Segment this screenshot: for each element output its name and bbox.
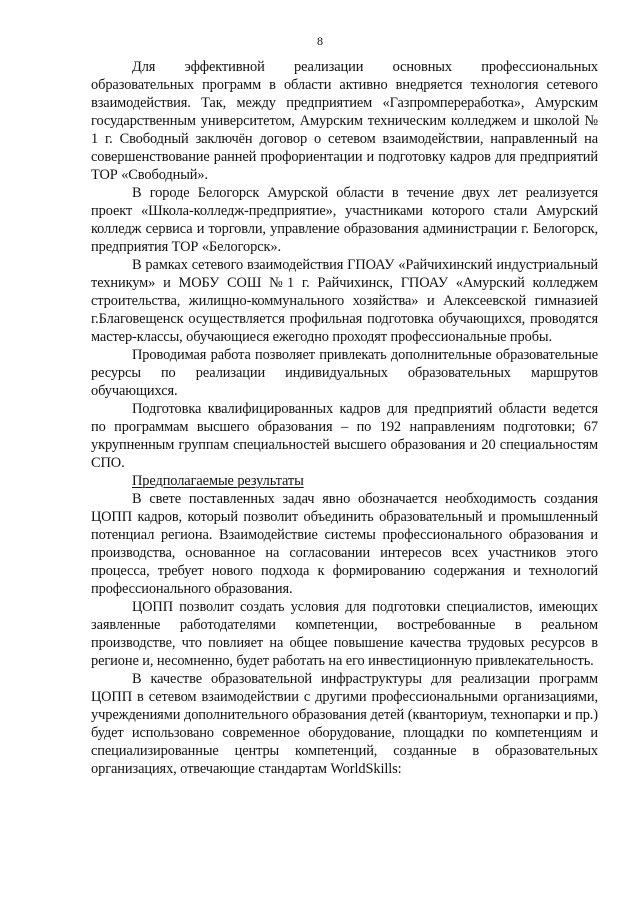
page-number: 8 [317,34,323,48]
paragraph-raichikhinsk-network: В рамках сетевого взаимодействия ГПОАУ «Райчихинский индустриальный техникум» и МОБУ СОШ №1 г. Райчихинск, ГПОАУ «Амурский колледжем строительства, жилищно-коммунального хозяйства» и Алексеевской гимназией г.Благовещенск осуществляется профильная подготовка обучающихся, проводятся мастер-классы, обучающиеся ежегодно проходят профессиональные пробы. [91,257,598,345]
paragraph-additional-resources: Проводимая работа позволяет привлекать дополнительные образовательные ресурсы по реализации индивидуальных образовательных маршрутов обучающихся. [91,347,598,399]
paragraph-copp-creation: В свете поставленных задач явно обозначается необходимость создания ЦОПП кадров, который позволит объединить образовательный и промышленный потенциал региона. Взаимодействие системы профессионального образования и производства, основанное на согласовании интересов всех участников этого процесса, требует нового подхода к формированию содержания и технологий профессионального образования. [91,491,598,597]
paragraph-personnel-training: Подготовка квалифицированных кадров для предприятий области ведется по программам высшего образования – по 192 направлениям подготовки; 67 укрупненным группам специальностей высшего образования и 20 специальностям СПО. [91,401,598,471]
section-heading-expected-results: Предполагаемые результаты [132,473,304,489]
paragraph-network-interaction: Для эффективной реализации основных профессиональных образовательных программ в области активно внедряется технология сетевого взаимодействия. Так, между предприятием «Газпромпереработка», Амурским государственным университетом, Амурским техническим колледжем и школой № 1 г. Свободный заключён договор о сетевом взаимодействии, направленный на совершенствование ранней профориентации и подготовку кадров для предприятий ТОР «Свободный». [91,59,598,183]
paragraph-educational-infrastructure: В качестве образовательной инфраструктуры для реализации программ ЦОПП в сетевом взаимодействии с другими профессиональными организациями, учреждениями дополнительного образования детей (кванториум, технопарки и пр.) будет использовано современное оборудование, площадки по компетенциям и специализированные центры компетенций, созданные в образовательных организациях, отвечающие стандартам WorldSkills: [91,671,598,777]
paragraph-belogorsk-project: В городе Белогорск Амурской области в течение двух лет реализуется проект «Школа-колледж-предприятие», участниками которого стали Амурский колледж сервиса и торговли, управление образования администрации г. Белогорск, предприятия ТОР «Белогорск». [91,185,598,255]
paragraph-copp-conditions: ЦОПП позволит создать условия для подготовки специалистов, имеющих заявленные работодателями компетенции, востребованные в реальном производстве, что повлияет на общее повышение качества трудовых ресурсов в регионе и, несомненно, будет работать на его инвестиционную привлекательность. [91,599,598,669]
document-body [91,58,598,778]
